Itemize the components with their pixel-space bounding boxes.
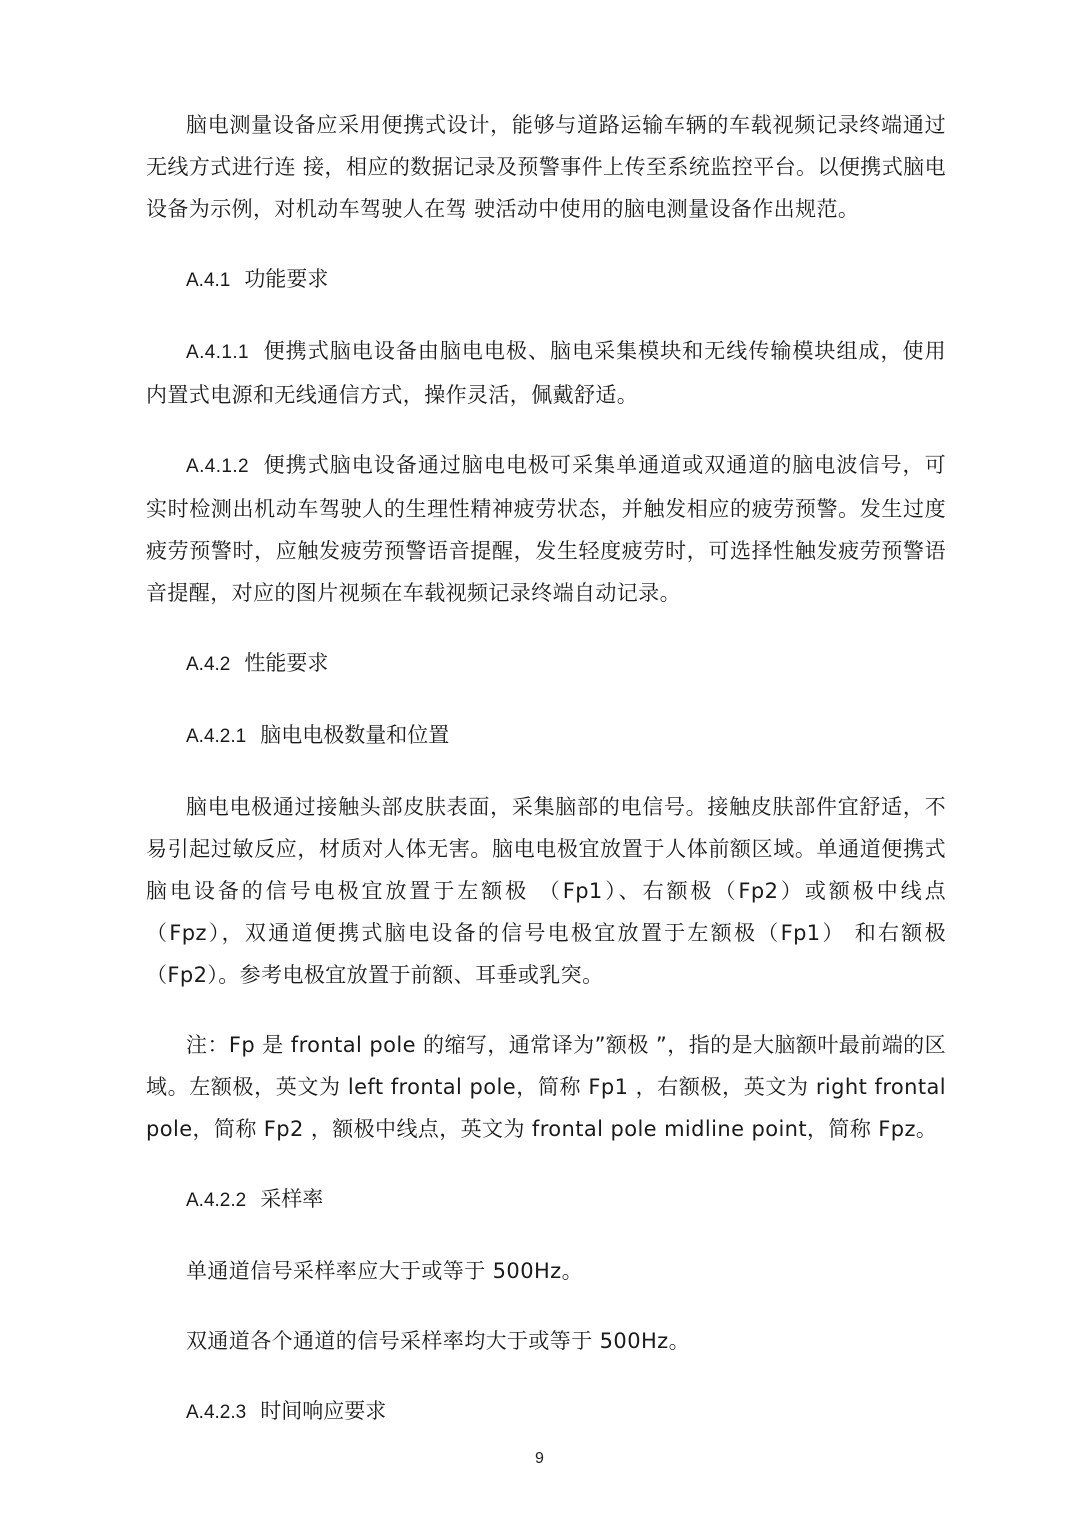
section-number: A.4.2 [186, 654, 231, 675]
electrodes-paragraph: 脑电电极通过接触头部皮肤表面，采集脑部的电信号。接触皮肤部件宜舒适，不易引起过敏反应，材质对人体无害。脑电电极宜放置于人体前额区域。单通道便携式脑电设备的信号电极宜放置于左额极 （Fp1）、右额极（Fp2）或额极中线点（Fpz），双通道便携式脑电设备的信号电极宜放置于左额极（Fp1） 和右额极（Fp2）。参考电极宜放置于前额、耳垂或乳突。 [146, 795, 946, 987]
section-title: 功能要求 [244, 267, 329, 291]
clause-number: A.4.1.2 [186, 456, 250, 477]
heading-a422 [146, 1178, 946, 1222]
heading-a423 [146, 1390, 946, 1434]
clause-number: A.4.1.1 [186, 342, 250, 363]
page-number: 9 [535, 1450, 544, 1467]
clause-a411 [146, 330, 946, 416]
heading-a41 [146, 258, 946, 302]
section-title: 时间响应要求 [260, 1399, 387, 1423]
section-title: 性能要求 [244, 651, 329, 675]
clause-text: 便携式脑电设备由脑电电极、脑电采集模块和无线传输模块组成，使用内置式电源和无线通信方式，操作灵活，佩戴舒适。 [146, 339, 946, 407]
heading-a42 [146, 642, 946, 686]
section-number: A.4.1 [186, 270, 231, 291]
document-body [146, 104, 946, 1434]
clause-text: 便携式脑电设备通过脑电电极可采集单通道或双通道的脑电波信号，可实时检测出机动车驾驶人的生理性精神疲劳状态，并触发相应的疲劳预警。发生过度疲劳预警时，应触发疲劳预警语音提醒，发生轻度疲劳时，可选择性触发疲劳预警语音提醒，对应的图片视频在车载视频记录终端自动记录。 [146, 453, 946, 605]
sampling-rate-single: 单通道信号采样率应大于或等于 500Hz。 [186, 1259, 583, 1283]
section-number: A.4.2.1 [186, 726, 247, 747]
clause-a412 [146, 444, 946, 614]
intro-paragraph: 脑电测量设备应采用便携式设计，能够与道路运输车辆的车载视频记录终端通过无线方式进行连 接，相应的数据记录及预警事件上传至系统监控平台。以便携式脑电设备为示例，对机动车驾驶人在驾 驶活动中使用的脑电测量设备作出规范。 [146, 113, 946, 221]
section-number: A.4.2.3 [186, 1402, 247, 1423]
sampling-rate-dual: 双通道各个通道的信号采样率均大于或等于 500Hz。 [186, 1329, 690, 1353]
section-title: 采样率 [260, 1187, 324, 1211]
note-paragraph: 注：Fp 是 frontal pole 的缩写，通常译为”额极 ”，指的是大脑额叶最前端的区域。左额极，英文为 left frontal pole，简称 Fp1 ，右额极，英文为 right frontal pole，简称 Fp2 ，额极中线点，英文为 frontal pole midline point，简称 Fpz。 [146, 1033, 946, 1141]
section-title: 脑电电极数量和位置 [260, 723, 450, 747]
section-number: A.4.2.2 [186, 1190, 247, 1211]
heading-a421 [146, 714, 946, 758]
